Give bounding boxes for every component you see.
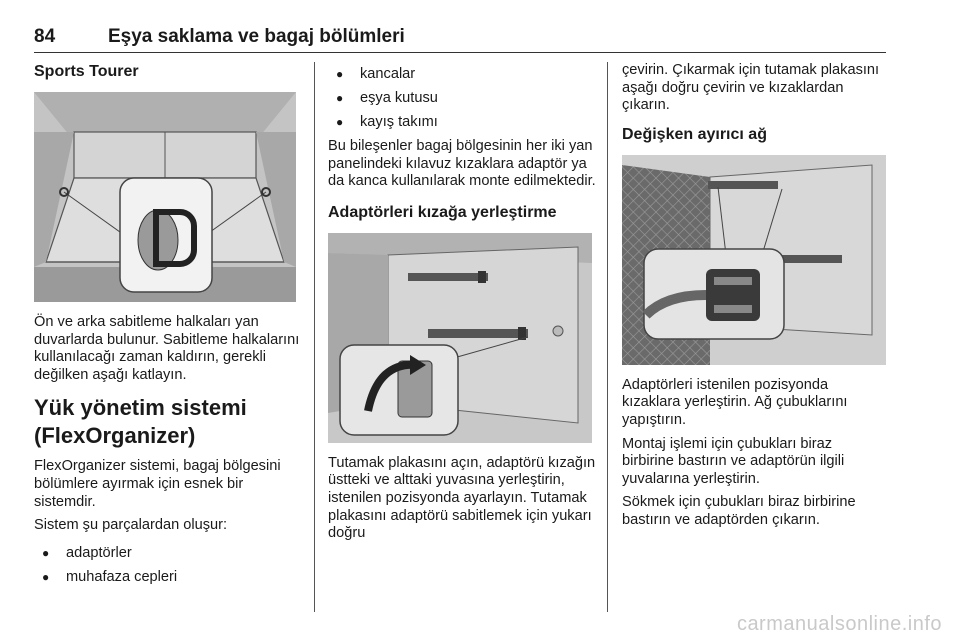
paragraph: Adaptörleri istenilen pozisyonda kızaklara yerleştirin. Ağ çubuklarını yapıştırın.: [622, 376, 848, 428]
column-3: [622, 62, 888, 536]
list-item: ● adaptörler: [34, 541, 300, 565]
paragraph: Sistem şu parçalardan oluşur:: [34, 517, 228, 534]
column-1: [34, 62, 300, 593]
page-number: 84: [34, 26, 56, 47]
paragraph: çevirin. Çıkarmak için tutamak plakasını aşağı doğru çevirin ve kızaklardan çıkarın.: [622, 62, 880, 114]
cargo-tie-down-illustration: [34, 92, 296, 302]
adapter-rail-illustration: [328, 233, 592, 443]
list-item: ● kancalar: [328, 62, 598, 86]
section-title-flexorganizer: Yük yönetim sistemi (FlexOrganizer): [34, 395, 247, 449]
paragraph: Bu bileşenler bagaj bölgesinin her iki yan panelindeki kılavuz kızaklara adaptör ya da kanca kullanılarak monte edilmektedir.: [328, 138, 596, 190]
section-heading-adapters: Adaptörleri kızağa yerleştirme: [328, 203, 557, 221]
list-item: ● muhafaza cepleri: [34, 565, 300, 589]
column-2: [328, 62, 598, 549]
bullet-list: [328, 62, 598, 134]
page-header: [34, 26, 886, 53]
paragraph: Sökmek için çubukları biraz birbirine bastırın ve adaptörden çıkarın.: [622, 494, 856, 528]
paragraph: Tutamak plakasını açın, adaptörü kızağın üstteki ve alttaki yuvasına yerleştirin, istenilen pozisyonda ayarlayın. Tutamak plakasını adaptörü sabitlemek için yukarı doğru: [328, 454, 596, 542]
column-divider: [607, 62, 608, 612]
paragraph: FlexOrganizer sistemi, bagaj bölgesini bölümlere ayırmak için esnek bir sistemdir.: [34, 458, 281, 510]
list-item: ● kayış takımı: [328, 110, 598, 134]
column-divider: [314, 62, 315, 612]
watermark: carmanualsonline.info: [736, 613, 942, 635]
list-item: ● eşya kutusu: [328, 86, 598, 110]
paragraph: Montaj işlemi için çubukları biraz birbirine bastırın ve adaptörün ilgili yuvalarına yerleştirin.: [622, 435, 845, 487]
section-heading-net: Değişken ayırıcı ağ: [622, 125, 767, 143]
section-heading-sports-tourer: Sports Tourer: [34, 63, 139, 80]
paragraph: Ön ve arka sabitleme halkaları yan duvarlarda bulunur. Sabitleme halkalarını kullanılacağı zaman kaldırın, gerekli değilken aşağı katlayın.: [34, 314, 300, 383]
page-title: Eşya saklama ve bagaj bölümleri: [108, 26, 405, 47]
bullet-list: [34, 541, 300, 589]
divider-net-illustration: [622, 155, 886, 365]
